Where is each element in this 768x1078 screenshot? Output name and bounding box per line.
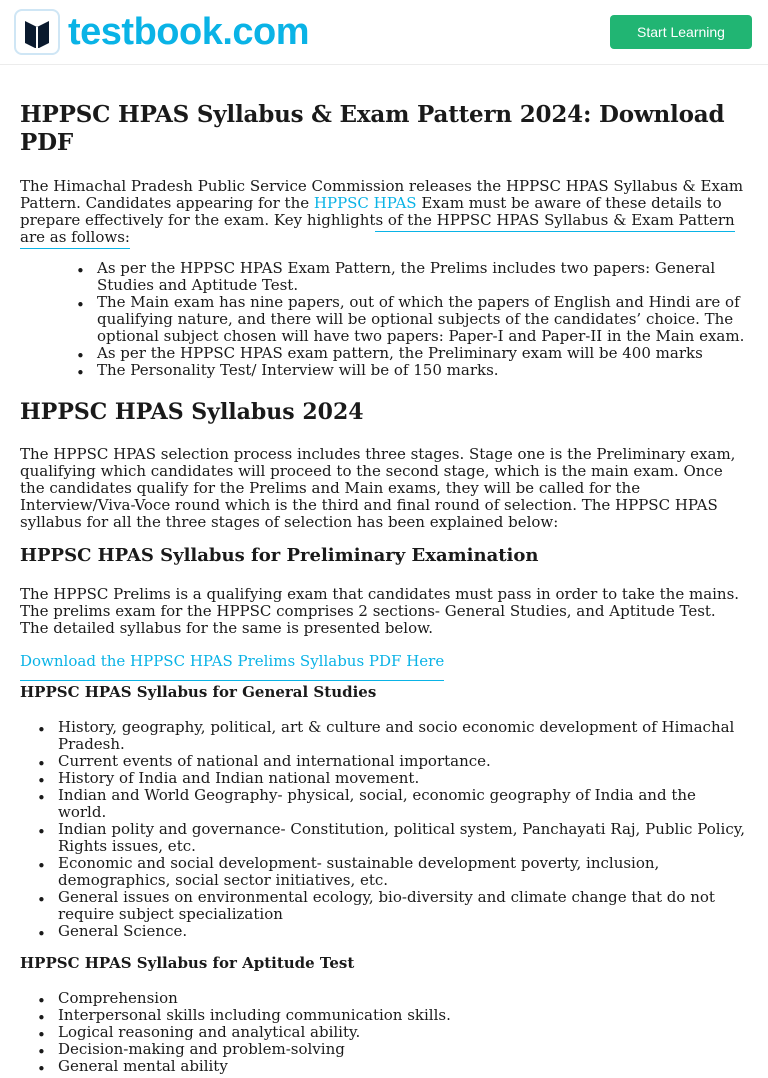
list-item: • General mental ability — [58, 1058, 748, 1075]
intro-text-1: The Himachal Pradesh Public Service Commission releases the HPPSC HPAS Syllabus & Exam Pattern. Candidates appearing for the — [20, 177, 744, 213]
testbook-logo[interactable] — [14, 9, 309, 55]
logo-wordmark: testbook.com — [68, 11, 310, 53]
list-item: • Current events of national and international importance. — [58, 753, 748, 770]
aptitude-test-list — [20, 990, 748, 1075]
list-item: • Comprehension — [58, 990, 748, 1007]
start-learning-button[interactable]: Start Learning — [610, 15, 752, 49]
page-title: HPPSC HPAS Syllabus & Exam Pattern 2024: Download PDF — [20, 101, 725, 156]
hppsc-hpas-link[interactable]: HPPSC HPAS — [313, 194, 417, 213]
list-item: • Indian and World Geography- physical, social, economic geography of India and the world. — [58, 787, 748, 821]
list-item: • Decision-making and problem-solving — [58, 1041, 748, 1058]
prelims-paragraph: The HPPSC Prelims is a qualifying exam that candidates must pass in order to take the mains. The prelims exam for the HPPSC comprises 2 sections- General Studies, and Aptitude Test. The detailed syllabus for the same is presented below. — [20, 585, 740, 638]
testbook-logo-icon — [14, 9, 60, 55]
top-bar — [0, 0, 768, 65]
syllabus-heading: HPPSC HPAS Syllabus 2024 — [20, 399, 364, 426]
general-studies-heading: HPPSC HPAS Syllabus for General Studies — [20, 683, 377, 702]
list-item: • Logical reasoning and analytical ability. — [58, 1024, 748, 1041]
prelims-heading: HPPSC HPAS Syllabus for Preliminary Examination — [20, 544, 539, 566]
download-prelims-pdf-link[interactable]: Download the HPPSC HPAS Prelims Syllabus PDF Here — [20, 653, 444, 681]
list-item: • General issues on environmental ecology, bio-diversity and climate change that do not require subject specialization — [58, 889, 748, 923]
syllabus-paragraph: The HPPSC HPAS selection process includes three stages. Stage one is the Preliminary exam, qualifying which candidates will proceed to the second stage, which is the main exam. Once the candidates qualify for the Prelims and Main exams, they will be called for the Interview/Viva-Voce round which is the third and final round of selection. The HPPSC HPAS syllabus for all the three stages of selection has been explained below: — [20, 444, 736, 531]
list-item: • As per the HPPSC HPAS Exam Pattern, the Prelims includes two papers: General Studies and Aptitude Test. — [97, 260, 748, 294]
list-item: • Interpersonal skills including communication skills. — [58, 1007, 748, 1024]
list-item: • Indian polity and governance- Constitution, political system, Panchayati Raj, Public Policy, Rights issues, etc. — [58, 821, 748, 855]
intro-text-2: Exam must be aware of these details to prepare effectively for the exam. Key highlight — [20, 194, 722, 230]
list-item: • As per the HPPSC HPAS exam pattern, the Preliminary exam will be 400 marks — [97, 345, 748, 362]
list-item: • History of India and Indian national movement. — [58, 770, 748, 787]
list-item: • History, geography, political, art & culture and socio economic development of Himachal Pradesh. — [58, 719, 748, 753]
list-item: • The Personality Test/ Interview will be of 150 marks. — [97, 362, 748, 379]
list-item: • The Main exam has nine papers, out of which the papers of English and Hindi are of qualifying nature, and there will be optional subjects of the candidates’ choice. The optional subject chosen will have two papers: Paper-I and Paper-II in the Main exam. — [97, 294, 748, 345]
highlights-list — [20, 260, 748, 379]
intro-paragraph — [20, 178, 748, 246]
list-item: • General Science. — [58, 923, 748, 940]
article-body — [0, 101, 768, 1075]
intro-text-3: s of the HPPSC HPAS Syllabus & Exam Pattern are as follows: — [20, 211, 735, 249]
list-item: • Economic and social development- sustainable development poverty, inclusion, demographics, social sector initiatives, etc. — [58, 855, 748, 889]
general-studies-list — [20, 719, 748, 940]
aptitude-test-heading: HPPSC HPAS Syllabus for Aptitude Test — [20, 954, 355, 973]
